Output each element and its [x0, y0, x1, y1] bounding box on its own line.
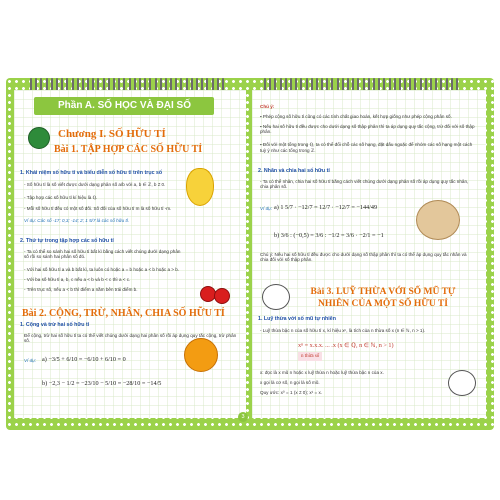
text-line: Chú ý: Nếu hai số hữu tỉ đều được cho dưới dạng số thập phân thì ta có thể áp dụng quy tắc nhân và chia đối với số thập phân.	[260, 252, 467, 262]
text-line: - Với hai số hữu tỉ a và b bất kì, ta luôn có hoặc a = b hoặc a < b hoặc a > b.	[24, 267, 180, 272]
text-line: x: đọc là x mũ n hoặc x luỹ thừa n hoặc luỹ thừa bậc n của x.	[260, 370, 384, 375]
text-line: - Tập hợp các số hữu tỉ kí hiệu là ℚ.	[24, 195, 98, 200]
text-line: - Mỗi số hữu tỉ đều có một số đối. Số đối của số hữu tỉ m là số hữu tỉ -m.	[24, 206, 172, 211]
part-header: Phần A. SỐ HỌC VÀ ĐẠI SỐ	[34, 97, 214, 115]
math-example-a: a) −3/5 + 6/10 = −6/10 + 6/10 = 0	[42, 356, 126, 363]
text-line: - Ta có thể so sánh hai số hữu tỉ bất kì bằng cách viết chúng dưới dạng phân số rồi so sánh hai phân số đó.	[24, 249, 181, 259]
section-1-heading: 1. Khái niệm số hữu tỉ và biểu diễn số hữu tỉ trên trục số	[20, 170, 163, 176]
example-line: Ví dụ: Các số -17; 0,3; -14; 2; 1 5/7 là các số hữu tỉ.	[24, 218, 130, 223]
orange-illustration	[184, 338, 218, 372]
text-line: - Với ba số hữu tỉ a, b, c nếu a < b và b < c thì a < c.	[24, 277, 131, 282]
lesson-1-title: Bài 1. TẬP HỢP CÁC SỐ HỮU TỈ	[54, 144, 203, 155]
text-line: x gọi là cơ số, n gọi là số mũ.	[260, 380, 320, 385]
right-page	[252, 90, 486, 418]
bear-illustration	[262, 284, 290, 310]
factor-label: n thừa số	[298, 352, 322, 361]
example-label: Ví dụ:	[24, 358, 37, 363]
chapter-title: Chương I. SỐ HỮU TỈ	[58, 128, 166, 140]
cherry-illustration	[214, 288, 230, 304]
left-page	[14, 90, 246, 418]
text-line: - Ta có thể nhân, chia hai số hữu tỉ bằng cách viết chúng dưới dạng phân số rồi áp dụng quy tắc nhân, chia phân số.	[260, 179, 469, 189]
text-line: - Trên trục số, nếu a < b thì điểm a nằm bên trái điểm b.	[24, 287, 138, 292]
bear-illustration	[448, 370, 476, 396]
lesson-2-title: Bài 2. CỘNG, TRỪ, NHÂN, CHIA SỐ HỮU TỈ	[22, 308, 225, 319]
section-3-heading: 1. Cộng và trừ hai số hữu tỉ	[20, 322, 90, 328]
text-line: Quy ước: x⁰ = 1 (x ≠ 0); x¹ = x.	[260, 390, 323, 395]
page-number: 3	[238, 412, 248, 422]
text-line: ▪ Phép cộng số hữu tỉ cũng có các tính chất giao hoán, kết hợp giống như phép cộng phân số.	[260, 114, 452, 119]
text-line: ▪ Đối với một tổng trong ℚ, ta có thể đổi chỗ các số hạng, đặt dấu ngoặc để nhóm các số hạng một cách tuỳ ý như các tổng trong ℤ.	[260, 142, 473, 153]
mouse-illustration	[416, 200, 460, 240]
section-5-heading: 1. Luỹ thừa với số mũ tự nhiên	[258, 316, 336, 322]
watermelon-illustration	[28, 127, 50, 149]
text-line: ▪ Nếu hai số hữu tỉ đều được cho dưới dạng số thập phân thì ta áp dụng quy tắc cộng, trừ đối với số thập phân.	[260, 124, 475, 134]
pear-illustration	[186, 168, 214, 206]
math-example-d: b) 3/6 : (−0,5) = 3/6 : −1/2 = 3/6 · −2/1 = −1	[274, 232, 384, 239]
section-4-heading: 2. Nhân và chia hai số hữu tỉ	[258, 168, 330, 174]
math-example-c: a) 1 5/7 · −12/7 = 12/7 · −12/7 = −144/49	[274, 204, 378, 211]
note-label: Chú ý:	[260, 104, 275, 109]
math-example-b: b) −2,3 − 1/2 = −23/10 − 5/10 = −28/10 = −14/5	[42, 380, 162, 387]
text-line: - Luỹ thừa bậc n của số hữu tỉ x, kí hiệu xⁿ, là tích của n thừa số x (n ∈ ℕ, n > 1).	[260, 328, 426, 333]
section-2-heading: 2. Thứ tự trong tập hợp các số hữu tỉ	[20, 238, 114, 244]
power-formula: xⁿ = x.x.x. ... .x (x ∈ ℚ, n ∈ ℕ, n > 1)	[298, 342, 394, 349]
text-line: Để cộng, trừ hai số hữu tỉ ta có thể viết chúng dưới dạng hai phân số rồi áp dụng quy tắc cộng, trừ phân số.	[24, 333, 237, 343]
example-label: Ví dụ:	[260, 206, 273, 211]
lesson-3-title: Bài 3. LUỸ THỪA VỚI SỐ MŨ TỰ NHIÊN CỦA MỘT SỐ HỮU TỈ	[310, 287, 456, 309]
text-line: - Số hữu tỉ là số viết được dưới dạng phân số a/b với a, b ∈ ℤ, b ≠ 0.	[24, 182, 166, 187]
